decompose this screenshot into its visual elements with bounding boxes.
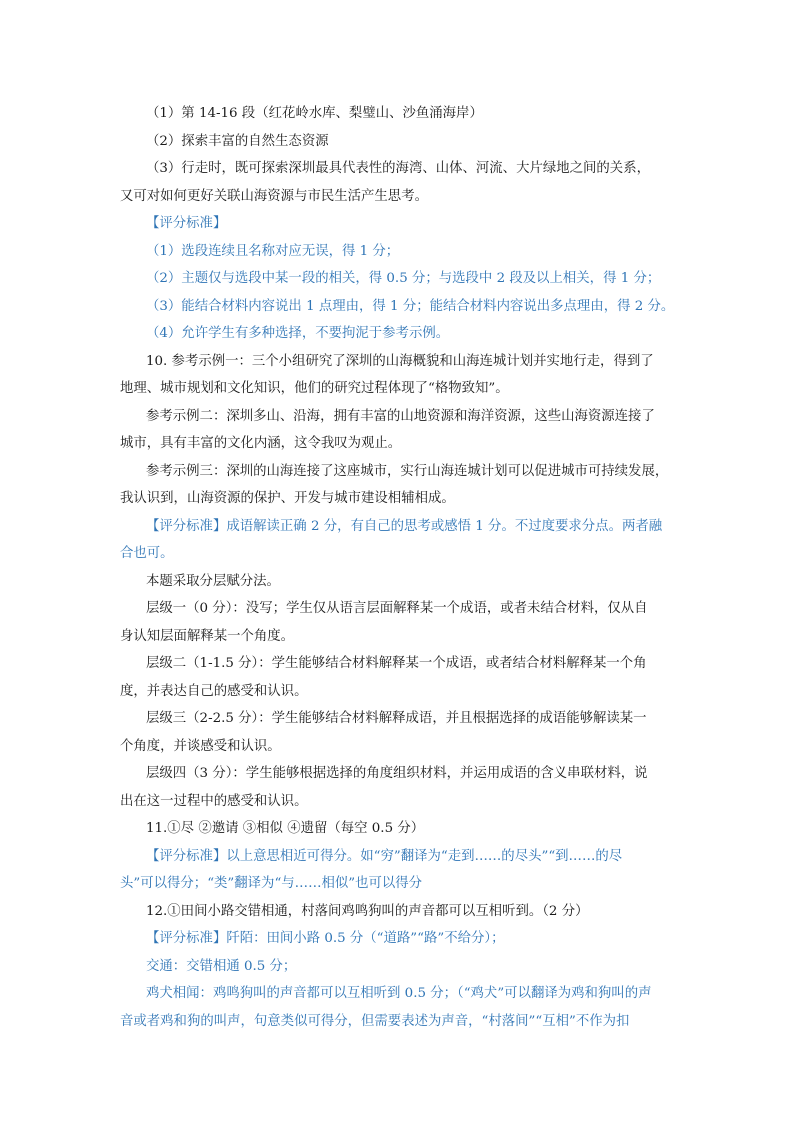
answer-text-line: 出在这一过程中的感受和认识。 (120, 793, 308, 809)
scoring-standard-line: 【评分标准】以上意思相近可得分。如“穷”翻译为“走到……的尽头”“到……的尽 (146, 848, 623, 864)
scoring-standard-line: （1）选段连续且名称对应无误，得 1 分； (146, 243, 400, 259)
scoring-standard-line: 鸡犬相闻：鸡鸣狗叫的声音都可以互相听到 0.5 分；（“鸡犬”可以翻译为鸡和狗叫的声 (146, 986, 652, 1001)
answer-text-line: 层级四（3 分）：学生能够根据选择的角度组织材料，并运用成语的含义串联材料，说 (146, 766, 648, 781)
scoring-standard-line: 交通：交错相通 0.5 分； (146, 958, 297, 974)
answer-text-line: （3）行走时，既可探索深圳最具代表性的海湾、山体、河流、大片绿地之间的关系， (146, 161, 650, 176)
answer-text-line: 参考示例三：深圳的山海连接了这座城市，实行山海连城计划可以促进城市可持续发展， (146, 463, 669, 479)
scoring-standard-line: （4）允许学生有多种选择，不要拘泥于参考示例。 (146, 326, 450, 341)
document-page (120, 100, 676, 1035)
scoring-standard-line: 【评分标准】 (146, 216, 227, 231)
answer-text-line: 我认识到，山海资源的保护、开发与城市建设相辅相成。 (120, 491, 455, 506)
scoring-standard-line: （2）主题仅与选段中某一段的相关，得 0.5 分；与选段中 2 段及以上相关，得 1 分； (146, 271, 661, 286)
answer-text-line: 层级三（2-2.5 分）：学生能够结合材料解释成语，并且根据选择的成语能够解读某一 (146, 711, 647, 726)
answer-text-line: 层级二（1-1.5 分）：学生能够结合材料解释某一个成语，或者结合材料解释某一个角 (146, 656, 647, 671)
scoring-standard-line: 合也可。 (120, 546, 174, 561)
answer-text-line: 地理、城市规划和文化知识，他们的研究过程体现了“格物致知”。 (120, 381, 509, 396)
answer-text-line: 10. 参考示例一：三个小组研究了深圳的山海概貌和山海连城计划并实地行走，得到了 (146, 353, 654, 369)
scoring-standard-line: 【评分标准】阡陌：田间小路 0.5 分（“道路”“路”不给分）； (146, 931, 505, 946)
scoring-standard-line: （3）能结合材料内容说出 1 点理由，得 1 分；能结合材料内容说出多点理由，得 2 分。 (146, 298, 675, 314)
answer-text-line: 城市，具有丰富的文化内涵，这令我叹为观止。 (120, 436, 402, 451)
answer-text-line: 11.①尽 ②邀请 ③相似 ④遗留（每空 0.5 分） (146, 821, 425, 836)
answer-text-line: 参考示例二：深圳多山、沿海，拥有丰富的山地资源和海洋资源，这些山海资源连接了 (146, 408, 655, 424)
scoring-standard-line: 【评分标准】成语解读正确 2 分，有自己的思考或感悟 1 分。不过度要求分点。两者融 (146, 518, 663, 534)
scoring-standard-line: 头”可以得分；“类”翻译为“与……相似”也可以得分 (120, 876, 423, 891)
answer-text-line: （1）第 14-16 段（红花岭水库、梨璧山、沙鱼涌海岸） (146, 106, 483, 121)
answer-text-line: 层级一（0 分）：没写；学生仅从语言层面解释某一个成语，或者未结合材料，仅从自 (146, 601, 648, 616)
answer-text-line: （2）探索丰富的自然生态资源 (146, 133, 329, 149)
answer-text-line: 个角度，并谈感受和认识。 (120, 738, 281, 754)
answer-text-line: 本题采取分层赋分法。 (146, 573, 280, 589)
answer-text-line: 度，并表达自己的感受和认识。 (120, 683, 308, 699)
answer-text-line: 12.①田间小路交错相通，村落间鸡鸣狗叫的声音都可以互相听到。（2 分） (146, 903, 589, 919)
scoring-standard-line: 音或者鸡和狗的叫声，句意类似可得分，但需要表述为声音，“村落间”“互相”不作为扣 (120, 1013, 630, 1029)
answer-text-line: 身认知层面解释某一个角度。 (120, 628, 295, 644)
answer-text-line: 又可对如何更好关联山海资源与市民生活产生思考。 (120, 188, 428, 204)
